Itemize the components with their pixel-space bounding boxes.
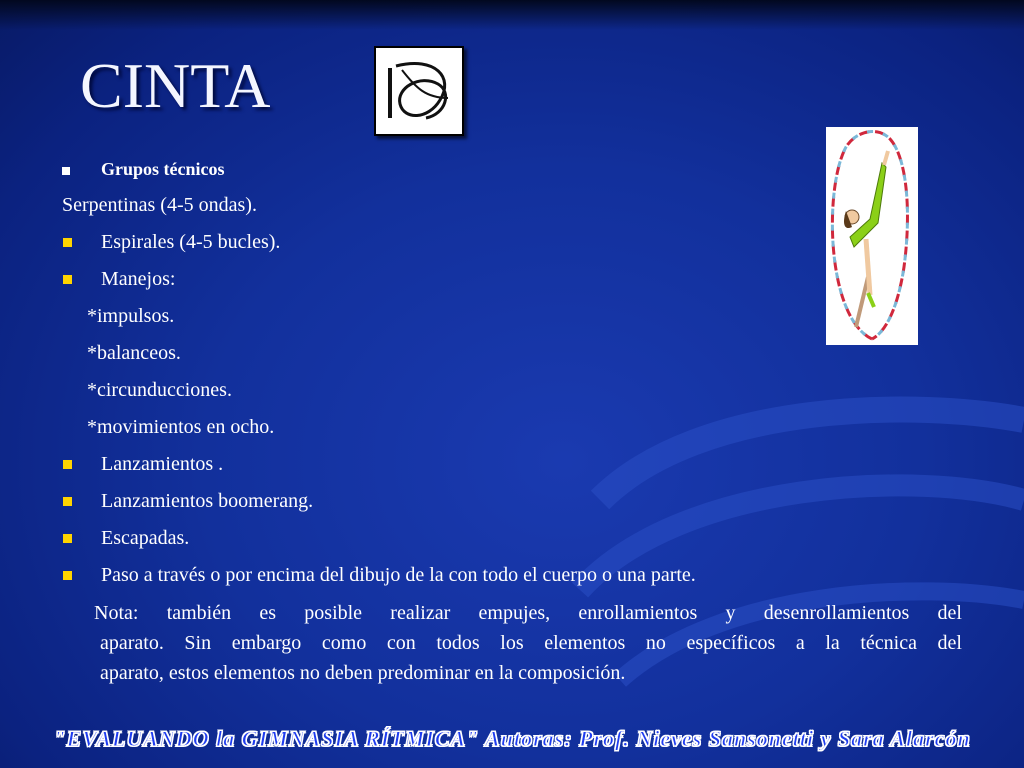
bullet-boomerang — [63, 497, 72, 506]
heading-bullet — [62, 167, 70, 175]
list-item-serpentinas: Serpentinas (4-5 ondas). — [62, 194, 257, 216]
note-line: aparato, estos elementos no deben predominar en la composición. — [100, 662, 626, 684]
section-heading: Grupos técnicos — [101, 159, 225, 179]
list-item-paso: Paso a través o por encima del dibujo de la con todo el cuerpo o una parte. — [101, 564, 696, 586]
footer-credits: "EVALUANDO la GIMNASIA RÍTMICA" Autoras: Prof. Nieves Sansonetti y Sara Alarcón — [53, 726, 971, 751]
sub-item-movimientos: *movimientos en ocho. — [87, 416, 275, 438]
list-item-lanzamientos: Lanzamientos . — [101, 453, 224, 475]
sub-item-impulsos: *impulsos. — [87, 305, 175, 327]
list-item-escapadas: Escapadas. — [101, 527, 190, 549]
sub-item-balanceos: *balanceos. — [87, 342, 181, 364]
list-item-boomerang: Lanzamientos boomerang. — [101, 490, 314, 512]
bullet-escapadas — [63, 534, 72, 543]
note-paragraph — [62, 598, 962, 688]
note-line: aparato. Sin embargo como con todos los elementos no específicos a la técnica del — [100, 632, 962, 654]
list-item-espirales: Espirales (4-5 bucles). — [101, 231, 281, 253]
top-shadow-band — [0, 0, 1024, 30]
note-line: Nota: también es posible realizar empujes, enrollamientos y desenrollamientos del — [94, 602, 962, 624]
sub-item-circunducciones: *circunducciones. — [87, 379, 232, 401]
bullet-paso — [63, 571, 72, 580]
bullet-manejos — [63, 275, 72, 284]
list-item-manejos: Manejos: — [101, 268, 176, 290]
bullet-espirales — [63, 238, 72, 247]
gymnast-with-ribbon-icon — [826, 127, 918, 345]
ribbon-apparatus-logo-icon — [374, 46, 464, 136]
bullet-lanzamientos — [63, 460, 72, 469]
slide-title: CINTA — [80, 50, 271, 121]
